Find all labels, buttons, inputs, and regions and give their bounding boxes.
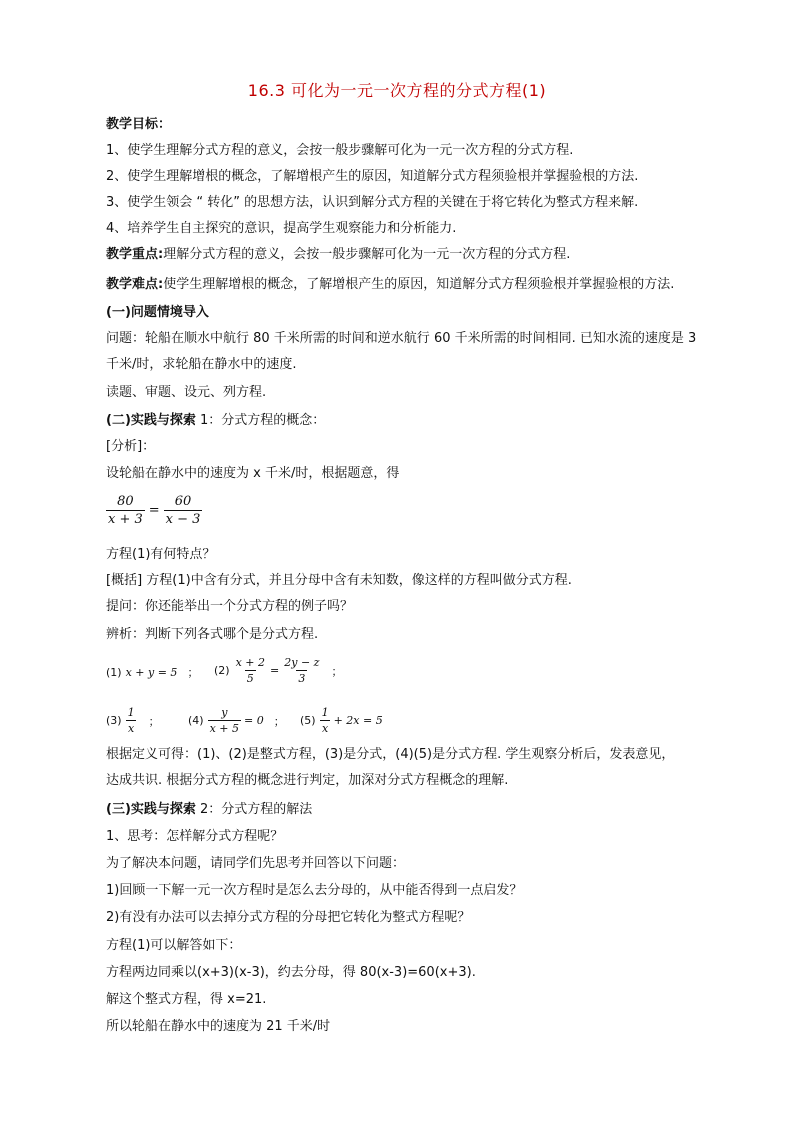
separator: ； — [148, 714, 160, 728]
item-label: (1) — [106, 665, 122, 679]
answer-text: 所以轮船在静水中的速度为 21 千米/时 — [106, 1019, 331, 1034]
guide-question-2: 2)有没有办法可以去掉分式方程的分母把它转化为整式方程呢？ — [106, 910, 471, 925]
key-point — [106, 246, 570, 264]
equation-1 — [106, 494, 202, 527]
denominator: x — [321, 722, 329, 735]
item-label: (3) — [106, 714, 122, 727]
denominator: 3 — [298, 672, 306, 685]
item-label: (4) — [188, 714, 204, 727]
difficulty-point — [106, 276, 674, 294]
goals-heading: 教学目标： — [106, 117, 172, 132]
separator: ； — [331, 664, 343, 678]
fraction — [208, 706, 241, 735]
numerator: 1 — [321, 706, 329, 719]
goal-item: 2、使学生理解增根的概念，了解增根产生的原因，知道解分式方程须验根并掌握验根的方法. — [106, 169, 639, 184]
item-expression: = 0 — [244, 714, 264, 727]
example-item-2 — [214, 656, 342, 685]
problem-text: 问题：轮船在顺水中航行 80 千米所需的时间和逆水航行 60 千米所需的时间相同. 已知水流的速度是 3 — [106, 331, 697, 346]
goal-item: 3、使学生领会 “ 转化” 的思想方法，认识到解分式方程的关键在于将它转化为整式方程来解. — [106, 195, 639, 210]
goal-item: 4、培养学生自主探究的意识，提高学生观察能力和分析能力. — [106, 221, 457, 236]
denominator: x — [127, 722, 135, 735]
item-label: (5) — [300, 714, 316, 727]
example-item-5 — [300, 706, 383, 735]
question-text: 提问：你还能举出一个分式方程的例子吗？ — [106, 599, 354, 614]
numerator: 60 — [174, 494, 192, 509]
fraction — [164, 494, 203, 527]
solve-step: 解这个整式方程，得 x=21. — [106, 992, 267, 1007]
item-expression: + 2x = 5 — [333, 714, 383, 727]
fraction — [234, 656, 267, 685]
numerator: 1 — [127, 706, 135, 719]
think-text: 1、思考：怎样解分式方程呢？ — [106, 829, 284, 844]
key-point-label: 教学重点: — [106, 247, 164, 262]
section-heading-3 — [106, 801, 312, 819]
denominator: x + 5 — [209, 722, 240, 735]
example-item-1 — [106, 664, 198, 680]
guide-question-1: 1)回顾一下解一元一次方程时是怎么去分母的，从中能否得到一点启发？ — [106, 883, 523, 898]
numerator: x + 2 — [235, 656, 266, 669]
fraction — [106, 494, 145, 527]
item-expression: x + y = 5 — [125, 665, 178, 679]
section-2-text: 1：分式方程的概念： — [195, 413, 326, 428]
equals-sign: = — [148, 503, 160, 518]
page-title: 16.3 可化为一元一次方程的分式方程(1) — [247, 81, 547, 100]
analysis-label: [分析]： — [106, 439, 156, 454]
section-2-label: (二)实践与探索 — [106, 413, 196, 428]
numerator: 2y − z — [284, 656, 320, 669]
key-point-text: 理解分式方程的意义，会按一般步骤解可化为一元一次方程的分式方程. — [163, 247, 571, 262]
solution-intro: 方程(1)可以解答如下： — [106, 938, 242, 953]
section-3-label: (三)实践与探索 — [106, 802, 196, 817]
denominator: x + 3 — [108, 512, 143, 527]
conclusion-text-cont: 达成共识. 根据分式方程的概念进行判定，加深对分式方程概念的理解. — [106, 773, 509, 788]
separator: ； — [187, 666, 199, 679]
multiply-step: 方程两边同乘以(x+3)(x-3)，约去分母，得 80(x-3)=60(x+3). — [106, 965, 476, 980]
denominator: x − 3 — [165, 512, 201, 527]
section-heading-2 — [106, 412, 325, 430]
feature-question: 方程(1)有何特点？ — [106, 547, 216, 562]
judge-text: 辨析：判断下列各式哪个是分式方程. — [106, 627, 319, 642]
example-item-4 — [188, 706, 285, 735]
denominator: 5 — [246, 672, 254, 685]
separator: ； — [273, 714, 285, 728]
section-3-text: 2：分式方程的解法 — [195, 802, 313, 817]
difficulty-text: 使学生理解增根的概念，了解增根产生的原因，知道解分式方程须验根并掌握验根的方法. — [163, 277, 675, 292]
difficulty-label: 教学难点: — [106, 277, 164, 292]
item-label: (2) — [214, 664, 230, 677]
setup-text: 设轮船在静水中的速度为 x 千米/时，根据题意，得 — [106, 466, 400, 481]
problem-text-cont: 千米/时，求轮船在静水中的速度. — [106, 357, 297, 372]
steps-text: 读题、审题、设元、列方程. — [106, 385, 267, 400]
numerator: 80 — [117, 494, 134, 509]
conclusion-text: 根据定义可得：(1)、(2)是整式方程，(3)是分式，(4)(5)是分式方程. 学生观察分析后，发表意见， — [106, 747, 675, 762]
equals-sign: = — [270, 664, 280, 677]
example-item-3 — [106, 706, 160, 735]
numerator: y — [221, 706, 228, 719]
fraction — [320, 706, 331, 735]
section-heading-1: (一)问题情境导入 — [106, 305, 209, 320]
fraction — [282, 656, 321, 685]
fraction — [126, 706, 137, 735]
summary-text: [概括] 方程(1)中含有分式，并且分母中含有未知数，像这样的方程叫做分式方程. — [106, 573, 572, 588]
goal-item: 1、使学生理解分式方程的意义，会按一般步骤解可化为一元一次方程的分式方程. — [106, 143, 574, 158]
solve-intro: 为了解决本问题，请同学们先思考并回答以下问题： — [106, 856, 406, 871]
